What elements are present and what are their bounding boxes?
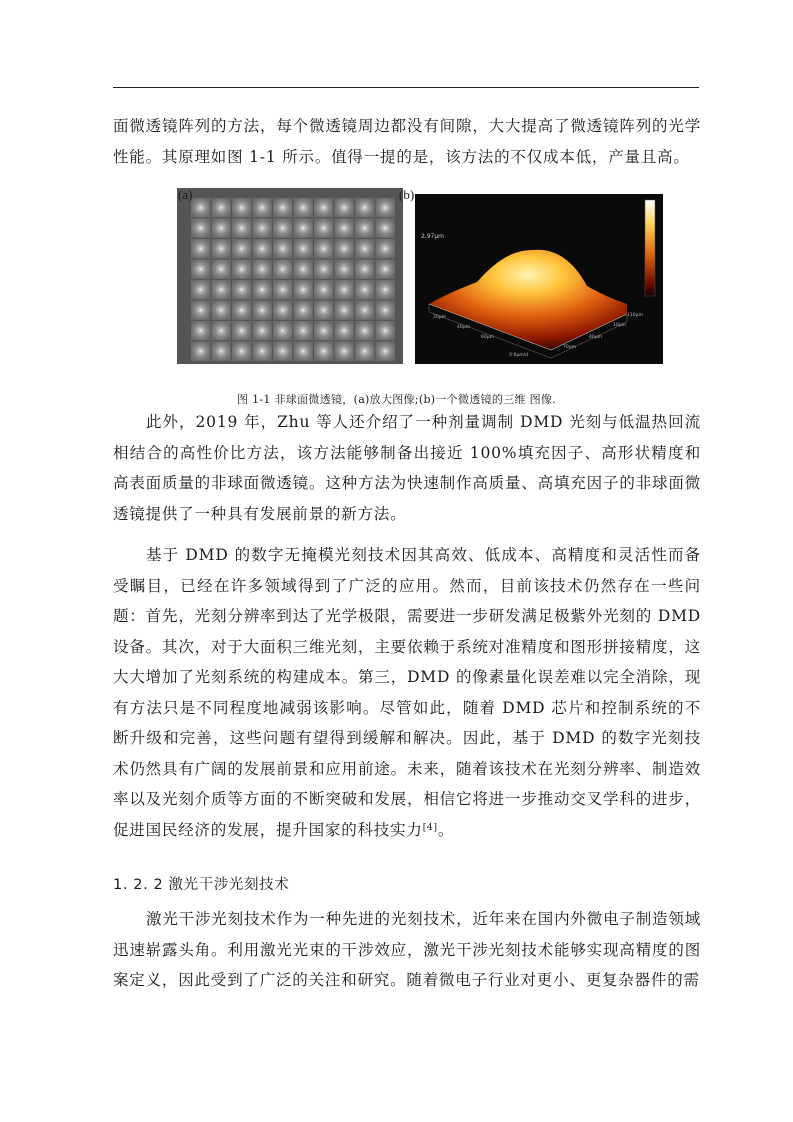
microlens-cell xyxy=(253,198,272,217)
microlens-cell xyxy=(191,198,210,217)
microlens-cell xyxy=(376,321,395,340)
microlens-cell xyxy=(212,301,231,320)
microlens-cell xyxy=(232,342,251,361)
microlens-array-image xyxy=(177,188,403,364)
microlens-cell xyxy=(191,342,210,361)
microlens-cell xyxy=(232,260,251,279)
microlens-cell xyxy=(232,219,251,238)
microlens-cell xyxy=(294,239,313,258)
microlens-cell xyxy=(294,280,313,299)
microlens-cell xyxy=(314,219,333,238)
microlens-cell xyxy=(355,301,374,320)
microlens-cell xyxy=(376,342,395,361)
microlens-cell xyxy=(253,260,272,279)
microlens-cell xyxy=(191,239,210,258)
microlens-cell xyxy=(355,198,374,217)
microlens-cell xyxy=(355,342,374,361)
microlens-cell xyxy=(232,321,251,340)
panel-a-label: (a) xyxy=(178,187,193,202)
microlens-cell xyxy=(232,239,251,258)
microlens-cell xyxy=(294,301,313,320)
microlens-cell xyxy=(191,301,210,320)
microlens-cell xyxy=(376,260,395,279)
microlens-cell xyxy=(273,239,292,258)
paragraph-zhu: 此外，2019 年，Zhu 等人还介绍了一种剂量调制 DMD 光刻与低温热回流相结合的高性价比方法，该方法能够制备出接近 100%填充因子、高形状精度和高表面质量的非球面微透镜。这种方法为快速制作高质量、高填充因子的非球面微透镜提供了一种具有发展前景的新方法。 xyxy=(113,413,701,523)
microlens-cell xyxy=(294,260,313,279)
axis-tick: 70μm xyxy=(563,345,576,350)
microlens-cell xyxy=(253,342,272,361)
microlens-cell xyxy=(314,321,333,340)
microlens-cell xyxy=(314,239,333,258)
microlens-cell xyxy=(314,280,333,299)
axis-tick: 60μm xyxy=(481,335,494,340)
microlens-cell xyxy=(335,321,354,340)
paragraph-intro: 面微透镜阵列的方法，每个微透镜周边都没有间隙，大大提高了微透镜阵列的光学性能。其原理如图 1-1 所示。值得一提的是，该方法的不仅成本低，产量且高。 xyxy=(113,117,701,166)
axis-tick: 40μm xyxy=(457,325,470,330)
microlens-cell xyxy=(212,260,231,279)
axis-tick: 20μm xyxy=(433,315,446,320)
microlens-cell xyxy=(232,301,251,320)
microlens-cell xyxy=(253,321,272,340)
figure-panel-a xyxy=(177,188,403,364)
microlens-cell xyxy=(335,280,354,299)
microlens-cell xyxy=(273,301,292,320)
microlens-cell xyxy=(191,280,210,299)
axis-tick: 10μm xyxy=(613,323,626,328)
microlens-cell xyxy=(212,198,231,217)
microlens-cell xyxy=(294,198,313,217)
panel-b-label: (b) xyxy=(399,187,415,202)
microlens-cell xyxy=(335,342,354,361)
microlens-cell xyxy=(376,239,395,258)
microlens-cell xyxy=(376,219,395,238)
microlens-cell xyxy=(191,260,210,279)
axis-tick: 110μm xyxy=(627,313,643,318)
microlens-cell xyxy=(294,219,313,238)
paragraph-dmd xyxy=(113,540,701,845)
microlens-cell xyxy=(335,260,354,279)
header-rule xyxy=(113,87,699,88)
microlens-cell xyxy=(314,301,333,320)
citation-ref: [4] xyxy=(422,822,438,833)
microlens-cell xyxy=(355,239,374,258)
section-heading: 1. 2. 2 激光干涉光刻技术 xyxy=(113,877,290,893)
microlens-cell xyxy=(212,239,231,258)
microlens-cell xyxy=(314,260,333,279)
microlens-cell xyxy=(273,260,292,279)
microlens-cell xyxy=(212,321,231,340)
height-label: 2.97μm xyxy=(421,233,445,240)
microlens-cell xyxy=(314,198,333,217)
figure-panel-b xyxy=(401,188,663,364)
microlens-cell xyxy=(355,219,374,238)
microlens-cell xyxy=(253,239,272,258)
microlens-cell xyxy=(335,301,354,320)
microlens-cell xyxy=(253,280,272,299)
axis-tick: 40μm xyxy=(589,335,602,340)
microlens-cell xyxy=(232,198,251,217)
paragraph-laser: 激光干涉光刻技术作为一种先进的光刻技术，近年来在国内外微电子制造领域迅速崭露头角。利用激光光束的干涉效应，激光干涉光刻技术能够实现高精度的图案定义，因此受到了广泛的关注和研究。随着微电子行业对更小、更复杂器件的需 xyxy=(113,910,701,989)
microlens-cell xyxy=(191,321,210,340)
microlens-cell xyxy=(253,219,272,238)
microlens-cell xyxy=(273,219,292,238)
microlens-cell xyxy=(191,219,210,238)
microlens-cell xyxy=(253,301,272,320)
paragraph-dmd-end: 。 xyxy=(437,820,455,839)
microlens-cell xyxy=(335,219,354,238)
microlens-cell xyxy=(273,280,292,299)
microlens-cell xyxy=(212,280,231,299)
microlens-cell xyxy=(376,280,395,299)
microlens-cell xyxy=(273,321,292,340)
microlens-cell xyxy=(355,260,374,279)
microlens-cell xyxy=(335,198,354,217)
microlens-cell xyxy=(335,239,354,258)
microlens-cell xyxy=(273,342,292,361)
microlens-cell xyxy=(376,301,395,320)
microlens-cell xyxy=(273,198,292,217)
microlens-cell xyxy=(232,280,251,299)
figure-caption: 图 1-1 非球面微透镜，(a)放大图像;(b)一个微透镜的三维 图像. xyxy=(237,393,556,406)
microlens-cell xyxy=(355,321,374,340)
microlens-cell xyxy=(355,280,374,299)
microlens-cell xyxy=(376,198,395,217)
microlens-cell xyxy=(314,342,333,361)
microlens-cell xyxy=(212,342,231,361)
paragraph-dmd-text: 基于 DMD 的数字无掩模光刻技术因其高效、低成本、高精度和灵活性而备受瞩目，已经在许多领域得到了广泛的应用。然而，目前该技术仍然存在一些问题：首先，光刻分辨率到达了光学极限，需要进一步研发满足极紫外光刻的 DMD 设备。其次，对于大面积三维光刻，主要依赖于系统对准精度和图形拼接精度，这大大增加了光刻系统的构建成本。第三，DMD 的像素量化误差难以完全消除，现有方法只是不同程度地减弱该影响。尽管如此，随着 DMD 芯片和控制系统的不断升级和完善，这些问题有望得到缓解和解决。因此，基于 DMD 的数字光刻技术仍然具有广阔的发展前景和应用前途。未来，随着该技术在光刻分辨率、制造效率以及光刻介质等方面的不断突破和发展，相信它将进一步推动交叉学科的进步，促进国民经济的发展，提升国家的科技实力 xyxy=(113,546,701,839)
axis-tick: X:6μm/d xyxy=(509,353,529,358)
microlens-cell xyxy=(212,219,231,238)
microlens-3d-image xyxy=(401,188,663,364)
microlens-cell xyxy=(294,342,313,361)
microlens-cell xyxy=(294,321,313,340)
